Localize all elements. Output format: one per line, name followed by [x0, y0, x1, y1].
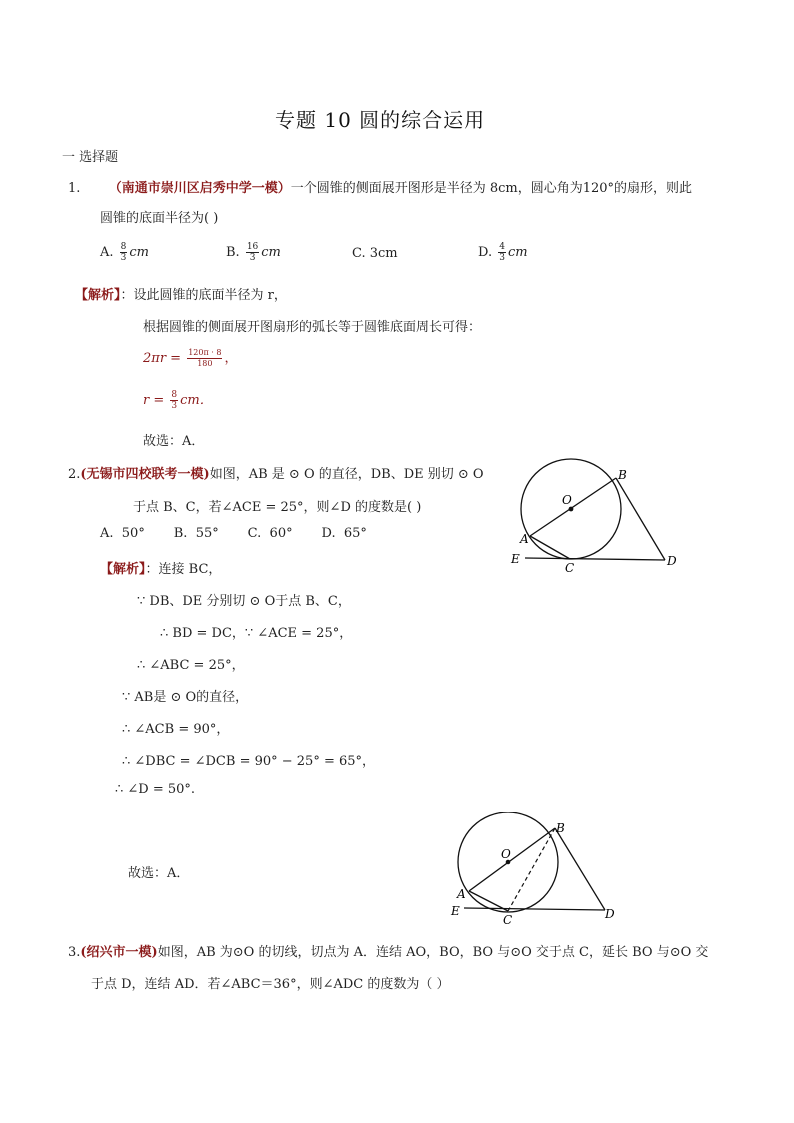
q1-solution-line4: r = $\frac{8}{3}$ cm． [143, 390, 213, 411]
q2-choice: 故选：A． [128, 866, 190, 881]
q3-number: 3. [68, 945, 81, 960]
q2-step-7: ∴ ∠D = 50°. [115, 782, 196, 797]
tangent-db [616, 478, 665, 560]
svg-text:D: D [667, 554, 677, 568]
svg-text:D: D [605, 907, 615, 921]
diameter-ab [530, 478, 616, 536]
svg-text:C: C [503, 913, 513, 927]
q1-source: （南通市崇川区启秀中学一模） [108, 181, 291, 196]
q2-text-line2: 于点 B、C，若∠ACE = 25°，则∠D 的度数是( ) [133, 500, 422, 515]
diameter-ab-2 [469, 828, 555, 891]
svg-text:C: C [565, 561, 575, 575]
q1-option-b: B. $\frac{16}{3}$ cm [226, 242, 281, 263]
page-title: 专题 10 圆的综合运用 [275, 108, 486, 132]
q2-step-4: ∵ AB是 ⊙ O的直径， [122, 690, 249, 705]
svg-text:B: B [556, 821, 565, 835]
section-heading: 一 选择题 [62, 150, 119, 165]
q2-line1 [68, 463, 484, 482]
center-point [569, 507, 574, 512]
q1-option-d: D. $\frac{4}{3}$ cm [478, 242, 528, 263]
q1-solution-tag: 【解析】 [75, 288, 121, 303]
q3-source: (绍兴市一模) [80, 945, 158, 960]
q2-step-3: ∴ ∠ABC = 25°， [137, 658, 245, 673]
q2-options: A. 50° B. 55° C. 60° D. 65° [100, 526, 367, 541]
q1-solution-line1: 【解析】：设此圆锥的底面半径为 r， [75, 288, 287, 303]
q2-step-1: ∵ DB、DE 分别切 ⊙ O于点 B、C， [137, 594, 351, 609]
tangent-de-2 [464, 908, 605, 910]
q1-text-line2: 圆锥的底面半径为( ) [100, 211, 219, 226]
q1-option-c: C. 3cm [352, 246, 398, 261]
tangent-db-2 [555, 828, 605, 910]
svg-text:O: O [501, 847, 511, 861]
svg-text:E: E [451, 904, 460, 918]
q2-source: (无锡市四校联考一模) [80, 467, 210, 482]
tangent-de [525, 558, 665, 560]
q2-text-line1: 如图，AB 是 ⊙ O 的直径，DB、DE 别切 ⊙ O [209, 467, 484, 482]
q2-figure-2 [445, 812, 625, 930]
svg-text:B: B [618, 468, 627, 482]
chord-ac [530, 536, 570, 559]
q1-line1 [68, 177, 692, 196]
svg-text:O: O [562, 493, 572, 507]
q2-solution-tag: 【解析】 [100, 562, 146, 577]
q1-option-a: A. $\frac{8}{3}$ cm [100, 242, 150, 263]
q1-text-line1: 一个圆锥的侧面展开图形是半径为 8cm，圆心角为120°的扇形，则此 [290, 181, 693, 196]
q1-number: 1. [68, 181, 81, 196]
q3-text-line2: 于点 D，连结 AD．若∠ABC＝36°，则∠ADC 的度数为（ ） [91, 977, 450, 992]
svg-text:E: E [511, 552, 520, 566]
q2-step-5: ∴ ∠ACB = 90°， [122, 722, 230, 737]
q2-step-2: ∴ BD = DC，∵ ∠ACE = 25°， [160, 626, 353, 641]
q2-solution-line0: 【解析】：连接 BC， [100, 562, 222, 577]
chord-bc-dashed [508, 828, 555, 911]
q1-solution-choice: 故选：A． [143, 434, 205, 449]
q2-number: 2. [68, 467, 81, 482]
svg-text:A: A [520, 532, 529, 546]
q1-solution-line2: 根据圆锥的侧面展开图扇形的弧长等于圆锥底面周长可得： [143, 320, 482, 335]
q2-step-6: ∴ ∠DBC = ∠DCB = 90° − 25° = 65°， [122, 754, 376, 769]
q3-line1 [68, 941, 708, 960]
q1-solution-line3: 2πr = $\frac{120\pi \cdot 8}{180}$ ， [143, 348, 238, 368]
svg-text:A: A [457, 887, 466, 901]
q2-figure-1 [505, 455, 690, 580]
q3-text-line1: 如图，AB 为⊙O 的切线，切点为 A．连结 AO，BO，BO 与⊙O 交于点 C，延长 BO 与⊙O 交 [157, 945, 709, 960]
